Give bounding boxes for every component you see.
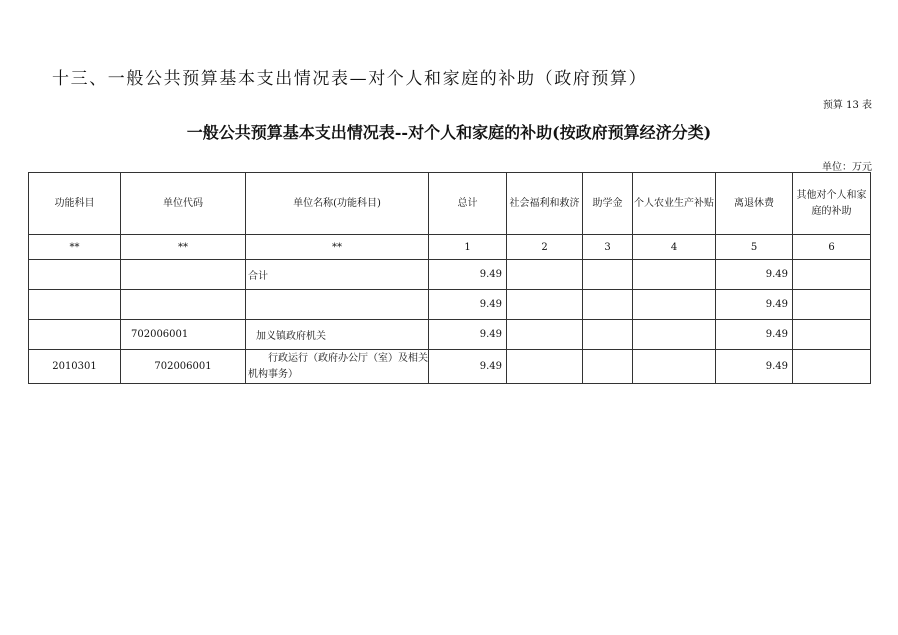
cell-total: 9.49 — [429, 350, 507, 384]
table-row — [29, 260, 871, 290]
header-student-aid: 助学金 — [583, 173, 633, 235]
cell-student-aid — [583, 290, 633, 320]
cell-unit-code — [121, 260, 246, 290]
header-total: 总计 — [429, 173, 507, 235]
form-number: 预算 13 表 — [822, 100, 872, 111]
cell-agri-subsidy — [633, 350, 716, 384]
cell-other-subsidy — [793, 320, 871, 350]
table-row — [29, 290, 871, 320]
cell-total: 9.49 — [429, 320, 507, 350]
unit-label: 单位：万元 — [822, 162, 872, 173]
index-row — [29, 235, 871, 260]
cell-retirement: 9.49 — [716, 320, 793, 350]
table-row — [29, 350, 871, 384]
cell-retirement: 9.49 — [716, 290, 793, 320]
cell-agri-subsidy — [633, 290, 716, 320]
cell-function-subject — [29, 320, 121, 350]
cell-other-subsidy — [793, 260, 871, 290]
cell-social-welfare — [507, 290, 583, 320]
header-function-subject: 功能科目 — [29, 173, 121, 235]
cell-student-aid — [583, 320, 633, 350]
cell-function-subject: 2010301 — [29, 350, 121, 384]
header-row — [29, 173, 871, 235]
cell-unit-name: 合计 — [246, 260, 429, 290]
table-row — [29, 320, 871, 350]
cell-other-subsidy — [793, 290, 871, 320]
subsidy-table — [28, 172, 871, 384]
cell-unit-code: 702006001 — [121, 320, 246, 350]
cell-student-aid — [583, 350, 633, 384]
index-cell: ** — [121, 235, 246, 260]
cell-unit-name — [246, 290, 429, 320]
cell-retirement: 9.49 — [716, 260, 793, 290]
index-cell: 6 — [793, 235, 871, 260]
cell-agri-subsidy — [633, 260, 716, 290]
index-cell: ** — [29, 235, 121, 260]
index-cell: 4 — [633, 235, 716, 260]
cell-total: 9.49 — [429, 260, 507, 290]
header-other-subsidy: 其他对个人和家庭的补助 — [793, 173, 871, 235]
cell-social-welfare — [507, 350, 583, 384]
cell-total: 9.49 — [429, 290, 507, 320]
cell-social-welfare — [507, 320, 583, 350]
index-cell: 3 — [583, 235, 633, 260]
table-title: 一般公共预算基本支出情况表--对个人和家庭的补助(按政府预算经济分类) — [186, 123, 712, 142]
section-heading: 十三、一般公共预算基本支出情况表—对个人和家庭的补助（政府预算） — [52, 69, 648, 89]
cell-retirement: 9.49 — [716, 350, 793, 384]
header-unit-code: 单位代码 — [121, 173, 246, 235]
index-cell: ** — [246, 235, 429, 260]
cell-unit-name: 行政运行（政府办公厅（室）及相关机构事务） — [246, 350, 429, 384]
index-cell: 1 — [429, 235, 507, 260]
cell-unit-code — [121, 290, 246, 320]
index-cell: 5 — [716, 235, 793, 260]
cell-other-subsidy — [793, 350, 871, 384]
cell-unit-name: 加义镇政府机关 — [246, 320, 429, 350]
index-cell: 2 — [507, 235, 583, 260]
cell-student-aid — [583, 260, 633, 290]
header-unit-name: 单位名称(功能科目) — [246, 173, 429, 235]
cell-unit-code: 702006001 — [121, 350, 246, 384]
cell-function-subject — [29, 260, 121, 290]
header-agri-subsidy: 个人农业生产补贴 — [633, 173, 716, 235]
cell-function-subject — [29, 290, 121, 320]
header-retirement: 离退休费 — [716, 173, 793, 235]
cell-social-welfare — [507, 260, 583, 290]
header-social-welfare: 社会福利和救济 — [507, 173, 583, 235]
cell-agri-subsidy — [633, 320, 716, 350]
